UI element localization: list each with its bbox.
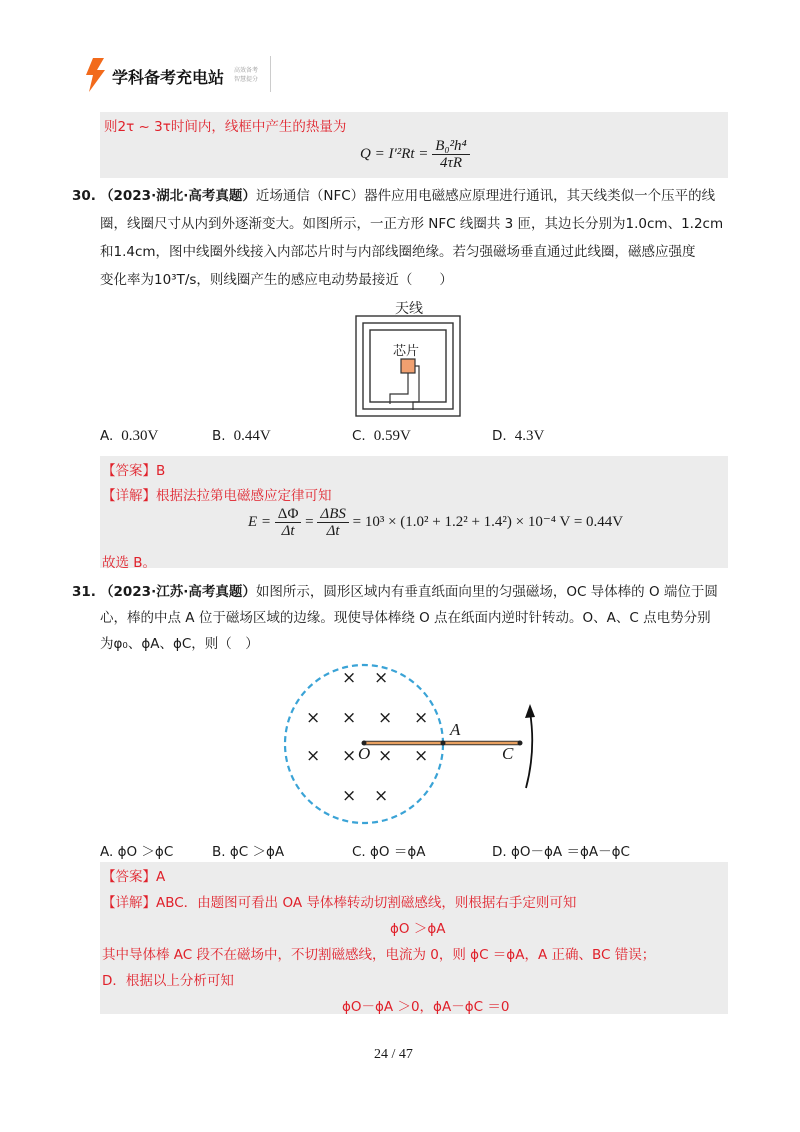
option-value: ϕC ＞ϕA xyxy=(229,844,285,860)
q31-option-d[interactable] xyxy=(492,840,630,860)
field-x-mark: × xyxy=(414,746,429,766)
eq-fraction xyxy=(432,138,470,171)
option-value: 4.3V xyxy=(514,428,545,444)
option-value: ϕO ＝ϕA xyxy=(370,844,426,860)
q31-answer: 【答案】A xyxy=(102,869,166,885)
option-letter: D. xyxy=(492,428,507,444)
option-value: ϕO－ϕA ＝ϕA－ϕC xyxy=(510,844,630,860)
q31-line-d: D．根据以上分析可知 xyxy=(102,973,234,989)
q30-equation: E = $\frac{\Delta\Phi}{\Delta t}$ = $\frac{\text{ΔBS}}{\Delta t}$ = 10³ × (1.0² + 1.2² + 1.4²) × 10⁻⁴ V = 0.44V xyxy=(248,506,624,539)
q31-option-b[interactable] xyxy=(212,840,284,860)
field-x-mark: × xyxy=(342,786,357,806)
field-drawing xyxy=(280,660,560,830)
antenna-label: 天线 xyxy=(395,301,423,317)
q31-eq2: ϕO－ϕA ＞0，ϕA－ϕC ＝0 xyxy=(342,999,510,1015)
field-x-mark: × xyxy=(306,746,321,766)
q31-text1: 如图所示，圆形区域内有垂直纸面向里的匀强磁场，OC 导体棒的 O 端位于圆 xyxy=(255,584,718,600)
q30-line4: 变化率为10³T/s，则线圈产生的感应电动势最接近（ ） xyxy=(100,272,453,288)
field-x-mark: × xyxy=(342,746,357,766)
label-C: C xyxy=(502,744,514,763)
option-value: 0.59V xyxy=(373,428,411,444)
frac-num: ΔΦ xyxy=(275,506,302,523)
lightning-logo-icon xyxy=(84,58,106,92)
option-value: 0.44V xyxy=(233,428,271,444)
frac-den: Δt xyxy=(281,523,295,539)
option-value: ϕO ＞ϕC xyxy=(117,844,174,860)
option-letter: C. xyxy=(352,844,366,860)
field-x-mark: × xyxy=(342,668,357,688)
eq-numerator: B₀²h⁴ xyxy=(432,138,470,155)
q30-option-a[interactable] xyxy=(100,428,158,445)
option-letter: C. xyxy=(352,428,366,444)
chip-label: 芯片 xyxy=(393,344,420,359)
header-divider xyxy=(270,56,271,92)
option-letter: D. xyxy=(492,844,507,860)
magnetic-field-figure xyxy=(280,660,560,830)
option-letter: A. xyxy=(100,844,114,860)
q30-option-d[interactable] xyxy=(492,428,544,445)
eq-E: E = xyxy=(248,513,275,530)
option-value: 0.30V xyxy=(121,428,159,444)
q31-line-a: 其中导体棒 AC 段不在磁场中，不切割磁感线，电流为 0，则 ϕC ＝ϕA，A 正确、BC 错误； xyxy=(102,947,656,963)
q30-line2: 圈，线圈尺寸从内到外逐渐变大。如图所示，一正方形 NFC 线圈共 3 匝，其边长分别为1.0cm、1.2cm xyxy=(100,216,724,232)
q30-option-c[interactable] xyxy=(352,428,411,445)
field-x-mark: × xyxy=(414,708,429,728)
q31-line3: 为φ₀、ϕA、ϕC，则（ ） xyxy=(100,636,259,652)
field-x-mark: × xyxy=(378,708,393,728)
q30-line3: 和1.4cm，图中线圈外线接入内部芯片时与内部线圈绝缘。若匀强磁场垂直通过此线圈，磁感应强度 xyxy=(100,244,696,260)
q30-line1 xyxy=(72,186,715,206)
q31-eq1: ϕO ＞ϕA xyxy=(390,921,446,937)
q31-number: 31. xyxy=(72,584,96,600)
q31-line1 xyxy=(72,582,718,602)
q31-source: （2023·江苏·高考真题） xyxy=(100,584,256,600)
label-A: A xyxy=(450,720,461,739)
q30-source: （2023·湖北·高考真题） xyxy=(100,188,256,204)
q30-answer: 【答案】B xyxy=(102,463,166,479)
page-number: 24 / 47 xyxy=(374,1047,413,1062)
brand-slogan-1: 高效备考 xyxy=(234,67,259,74)
eq-frac-1 xyxy=(275,506,302,539)
field-x-mark: × xyxy=(342,708,357,728)
eq-frac-2 xyxy=(317,506,348,539)
q31-option-a[interactable] xyxy=(100,840,173,860)
label-O: O xyxy=(358,744,371,763)
brand-slogan-2: 智慧提分 xyxy=(234,76,259,83)
q31-detail: 【详解】ABC．由题图可看出 OA 导体棒转动切割磁感线，则根据右手定则可知 xyxy=(102,895,577,911)
q31-answer-block xyxy=(100,862,728,1014)
q31-line2: 心，棒的中点 A 位于磁场区域的边缘。现使导体棒绕 O 点在纸面内逆时针转动。O、A、C 点电势分别 xyxy=(100,610,711,626)
prev-answer-equation xyxy=(360,138,470,171)
q30-conclusion: 故选 B。 xyxy=(102,555,157,571)
header xyxy=(84,56,274,94)
q30-option-b[interactable] xyxy=(212,428,271,445)
brand-name: 学科备考充电站 xyxy=(112,68,225,87)
prev-answer-line: 则2τ ~ 3τ时间内，线框中产生的热量为 xyxy=(104,119,347,135)
q30-detail: 【详解】根据法拉第电磁感应定律可知 xyxy=(102,488,332,504)
frac-num: ΔBS xyxy=(317,506,348,523)
nfc-coil-figure xyxy=(355,296,465,418)
frac-den: Δt xyxy=(326,523,340,539)
q30-text1: 近场通信（NFC）器件应用电磁感应原理进行通讯，其天线类似一个压平的线 xyxy=(255,188,716,204)
q30-number: 30. xyxy=(72,188,96,204)
field-x-mark: × xyxy=(378,746,393,766)
option-letter: B. xyxy=(212,844,226,860)
option-letter: B. xyxy=(212,428,226,444)
field-x-mark: × xyxy=(374,668,389,688)
eq-lhs: Q = I′²Rt = xyxy=(360,145,433,162)
eq-denominator: 4τR xyxy=(439,155,462,171)
field-x-mark: × xyxy=(374,786,389,806)
option-letter: A. xyxy=(100,428,114,444)
field-x-mark: × xyxy=(306,708,321,728)
q31-option-c[interactable] xyxy=(352,840,425,860)
eq-rest: = 10³ × (1.0² + 1.2² + 1.4²) × 10⁻⁴ V = 0.44V xyxy=(352,513,624,530)
